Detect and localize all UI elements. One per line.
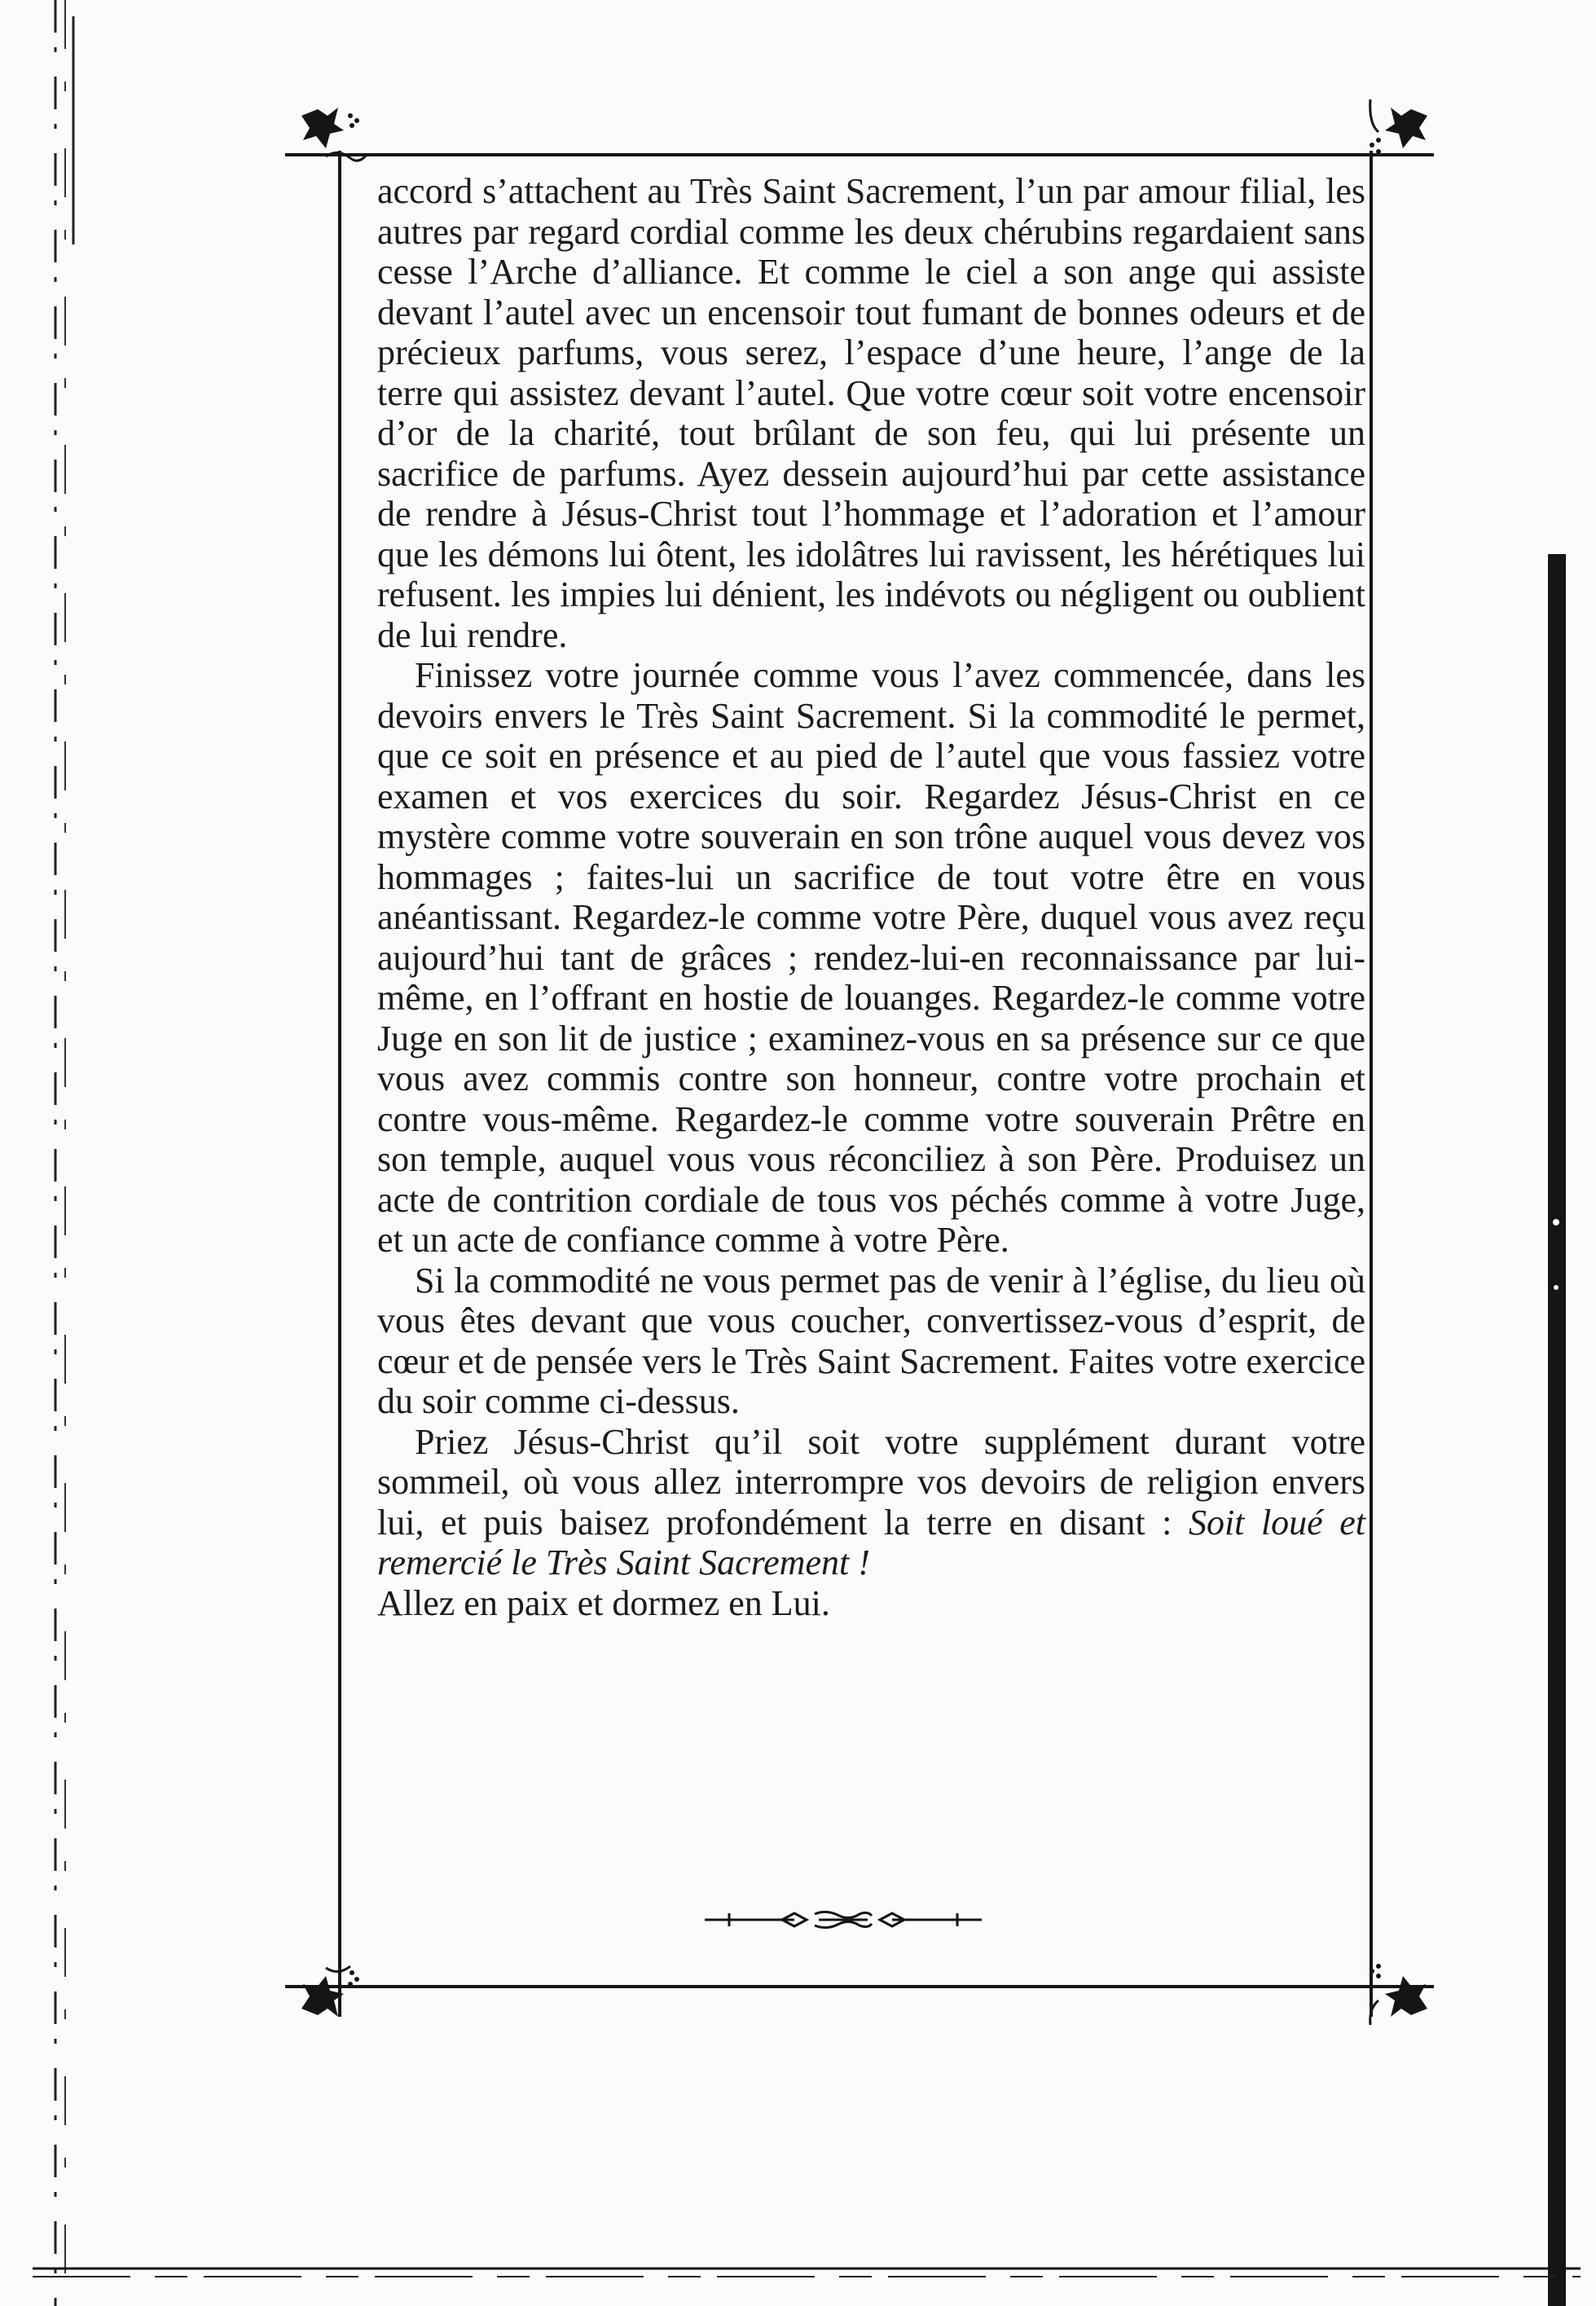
text-line: du lieu où vous êtes devant que vous coucher, convertis (377, 1260, 1366, 1340)
top-border-rule (285, 153, 1434, 156)
text-line: un encensoir tout fumant de bonnes odeurs et de préci (377, 292, 1366, 372)
text-line: comme le ciel a son ange qui assiste devant l’autel avec (377, 252, 1365, 332)
text-line: commodité le permet, que ce soit en présence et au pied (377, 695, 1365, 776)
text-line: connaissance par lui-même, en l’offrant en hostie de lou (377, 937, 1365, 1018)
text-line: anges. Regardez-le comme votre Juge en son lit de justice ; (377, 978, 1365, 1058)
text-line: lui ôtent, les idolâtres lui ravissent, les hérétiques lui re (377, 534, 1365, 614)
text-line: antissant. Regardez-le comme votre Père, duquel vous (427, 897, 1228, 937)
grape-leaf-ornament-icon (293, 1960, 375, 2033)
closing-italic-phrase: Soit loué et remercié le Très Saint Sacrement ! (377, 1502, 1365, 1582)
text-line: ligion envers lui, et puis baisez profondément la terre en (377, 1462, 1366, 1542)
text-line: chérubins regardaient sans cesse l’Arche d’alliance. Et (377, 211, 1365, 292)
final-line-text: Allez en paix et dormez en Lui. (377, 1582, 830, 1623)
grape-leaf-ornament-icon (1354, 1960, 1436, 2033)
closing-prefix: disant : (1059, 1502, 1189, 1542)
left-margin-scan-marks (0, 0, 90, 2306)
grape-leaf-ornament-icon (293, 91, 375, 165)
text-line: la terre qui assistez devant l’autel. Que votre cœur soit (377, 332, 1365, 413)
text-line: fusent. les impies lui dénient, les indévots ou négligent (405, 574, 1203, 614)
bottom-scan-rule (33, 2257, 1581, 2290)
text-line: accord s’attachent au Très Saint Sacrement, l’un par (377, 171, 1138, 211)
fleuron-divider-icon (705, 1909, 982, 1930)
paragraph-2 (377, 655, 1365, 1261)
paragraph-1 (377, 171, 1365, 655)
text-line: eux parfums, vous serez, l’espace d’une heure, l’ange de (448, 332, 1340, 372)
text-line: dans les devoirs envers le Très Saint Sacrement. Si la (377, 655, 1365, 736)
grape-leaf-ornament-icon (1354, 91, 1436, 165)
text-line: Produisez un acte de contrition cordiale de tous vos pé (377, 1139, 1365, 1220)
final-line (377, 1583, 1365, 1624)
right-border-rule (1370, 151, 1373, 2017)
text-line: du soir. Regardez Jésus-Christ en ce mystère comme votre (377, 776, 1365, 856)
text-line: jourd’hui par cette assistance de rendre à Jésus-Christ (377, 453, 1365, 534)
text-line: votre encensoir d’or de la charité, tout brûlant de son feu, (377, 372, 1365, 453)
text-line: amour filial, les autres par regard cordial comme les deux (377, 171, 1365, 252)
text-line: Finissez votre journée comme vous l’avez commencée, (415, 655, 1247, 695)
text-line: qui lui présente un sacrifice de parfums. Ayez dessein au (377, 413, 1365, 494)
left-border-rule (338, 151, 341, 2017)
text-line: votre sommeil, où vous allez interrompre vos devoirs de re (377, 1421, 1365, 1502)
text-line: Si la commodité ne vous permet pas de venir à l’église, (415, 1260, 1222, 1300)
text-line: souverain en son trône auquel vous devez vos homma (377, 816, 1366, 897)
text-line: mis contre son honneur, contre votre prochain et contre (377, 1058, 1365, 1139)
text-line: avez reçu aujourd’hui tant de grâces ; rendez-lui-en re (377, 897, 1365, 978)
text-line: à votre Père. (829, 1220, 1009, 1260)
paragraph-4 (377, 1422, 1365, 1583)
text-line: vous-même. Regardez-le comme votre souverain Prêtre (482, 1098, 1332, 1139)
text-line: sez-vous d’esprit, de cœur et de pensée vers le Très Saint (377, 1300, 1365, 1381)
text-line: de l’autel que vous fassiez votre examen et vos exercices (377, 736, 1366, 816)
body-text (377, 171, 1365, 1623)
paragraph-3 (377, 1261, 1365, 1422)
text-line: ges ; faites-lui un sacrifice de tout votre être en vous ané (377, 856, 1365, 937)
text-line: en son temple, auquel vous vous réconciliez à son Père. (377, 1098, 1365, 1179)
right-margin-scan-bar (1540, 554, 1572, 2306)
text-line: Sacrement. Faites votre exercice du soir comme ci-dessus. (377, 1340, 1365, 1421)
text-line: ou oublient de lui rendre. (377, 574, 1366, 655)
text-line: tout l’hommage et l’adoration et l’amour que les démons (377, 494, 1365, 574)
text-line: examinez-vous en sa présence sur ce que vous avez com (377, 1018, 1366, 1098)
bottom-border-rule (285, 1985, 1434, 1988)
text-line: chés comme à votre Juge, et un acte de confiance comme (377, 1179, 1366, 1260)
text-line: Priez Jésus-Christ qu’il soit votre supplément durant (415, 1421, 1292, 1462)
